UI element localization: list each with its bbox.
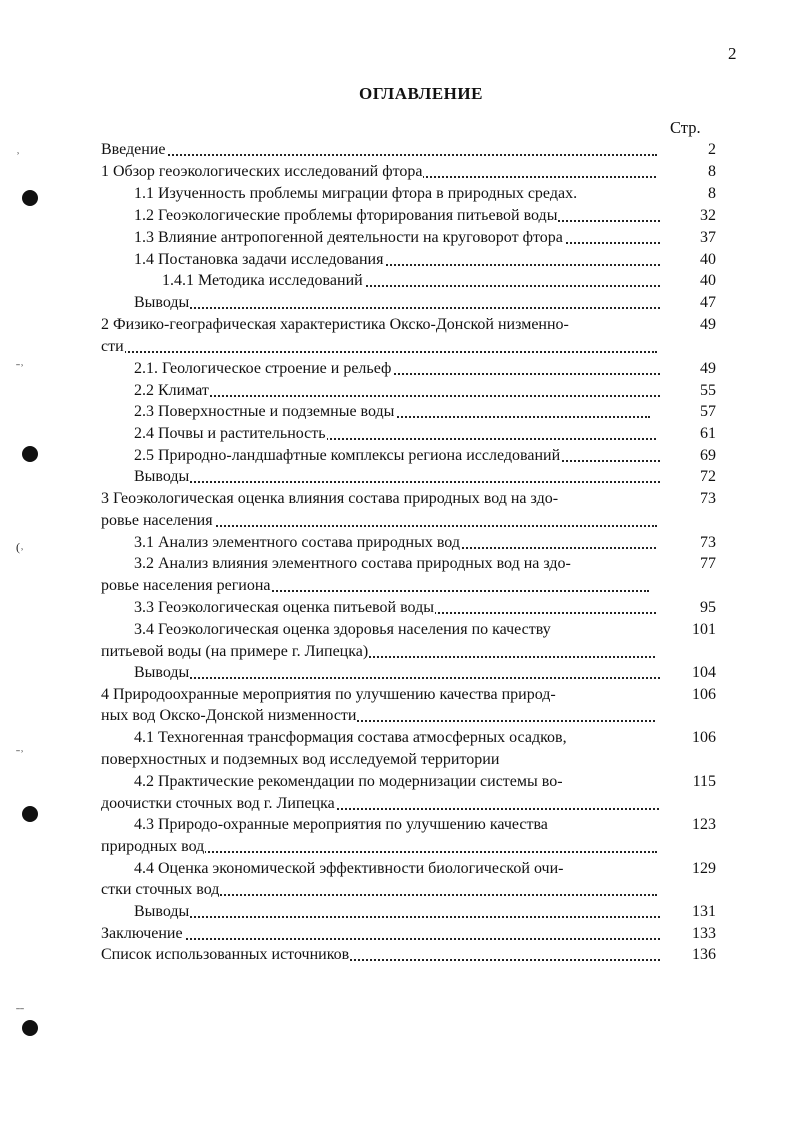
toc-entry-page: 69 [700,447,716,464]
toc-entry-page: 129 [692,860,716,877]
binding-hole [22,190,38,206]
toc-entry-text: доочистки сточных вод г. Липецка [101,793,659,815]
toc-entry-text: 4.1 Техногенная трансформация состава атмосферных осадков, [134,729,567,746]
toc-entry-text: Выводы [134,466,660,488]
toc-entry-text: Заключение [101,923,660,945]
toc-entry-text: питьевой воды (на примере г. Липецка) [101,641,655,663]
toc-entry-text: 2 Физико-географическая характеристика Окско-Донской низменно- [101,316,569,333]
toc-entry-text: 1.3 Влияние антропогенной деятельности на круговорот фтора [134,227,660,249]
scan-mark: ˗˒ [16,356,24,370]
scan-mark: (˒ [16,540,24,554]
toc-entry-text: стки сточных вод [101,879,657,901]
toc-entry-text: 4.4 Оценка экономической эффективности биологической очи- [134,860,564,877]
toc-entry-text: 4.3 Природо-охранные мероприятия по улучшению качества [134,816,548,833]
toc-entry-text: 3.2 Анализ влияния элементного состава природных вод на здо- [134,555,571,572]
toc-entry-page: 47 [700,294,716,311]
toc-entry-page: 8 [708,163,716,180]
toc-entry-text: сти [101,336,657,358]
toc-entry-text: 2.3 Поверхностные и подземные воды [134,401,650,423]
toc-entry-page: 77 [700,555,716,572]
toc-entry-page: 73 [700,534,716,551]
toc-entry-page: 72 [700,468,716,485]
toc-entry-page: 123 [692,816,716,833]
toc-entry-text: 2.4 Почвы и растительность [134,423,656,445]
binding-hole [22,1020,38,1036]
toc-entry-text: 1.2 Геоэкологические проблемы фторирования питьевой воды [134,205,660,227]
toc-entry-text: 3.1 Анализ элементного состава природных вод [134,532,656,554]
toc-entry-page: 133 [692,925,716,942]
toc-entry-page: 61 [700,425,716,442]
toc-entry-text: природных вод [101,836,657,858]
toc-entry-text: поверхностных и подземных вод исследуемой территории [101,751,500,768]
toc-entry-page: 136 [692,946,716,963]
toc-entry-page: 40 [700,251,716,268]
toc-entry-text: 1.4 Постановка задачи исследования [134,249,660,271]
toc-entry-page: 57 [700,403,716,420]
toc-entry-text: 2.5 Природно-ландшафтные комплексы региона исследований [134,445,660,467]
toc-entry-text: Введение [101,139,657,161]
toc-entry-text: Выводы [134,292,660,314]
toc-entry-text: 3.4 Геоэкологическая оценка здоровья населения по качеству [134,621,551,638]
toc-entry-text: 2.2 Климат [134,380,660,402]
toc-entry-text: 4 Природоохранные мероприятия по улучшению качества природ- [101,686,556,703]
toc-entry-page: 49 [700,360,716,377]
toc-entry-text: ровье населения [101,510,657,532]
toc-entry-text: Выводы [134,662,660,684]
toc-entry-page: 106 [692,686,716,703]
toc-entry-text: Список использованных источников [101,944,660,966]
toc-entry-page: 55 [700,382,716,399]
toc-entry-text: 2.1. Геологическое строение и рельеф [134,358,660,380]
toc-entry-page: 131 [692,903,716,920]
toc-entry-text: 1.4.1 Методика исследований [162,270,660,292]
page-title: ОГЛАВЛЕНИЕ [359,84,483,103]
toc-entry-page: 115 [692,773,716,790]
toc-entry-text: 3 Геоэкологическая оценка влияния состава природных вод на здо- [101,490,559,507]
scan-mark: ˒ [16,144,20,158]
toc-entry-page: 73 [700,490,716,507]
toc-entry-page: 95 [700,599,716,616]
toc-entry-page: 40 [700,272,716,289]
binding-hole [22,446,38,462]
toc-entry-page: 104 [692,664,716,681]
toc-entry-text: Выводы [134,901,660,923]
toc-entry-text: 1.1 Изученность проблемы миграции фтора в природных средах. [134,185,578,202]
toc-entry-text: 3.3 Геоэкологическая оценка питьевой воды [134,597,656,619]
toc-entry-page: 37 [700,229,716,246]
toc-entry-text: ных вод Окско-Донской низменности [101,705,655,727]
toc-entry-page: 32 [700,207,716,224]
toc-entry-page: 2 [708,141,716,158]
page-number: 2 [728,44,737,63]
toc-entry-page: 101 [692,621,716,638]
toc-entry-page: 49 [700,316,716,333]
toc-entry-text: ровье населения региона [101,575,649,597]
binding-hole [22,806,38,822]
toc-entry-text: 1 Обзор геоэкологических исследований фтора [101,161,656,183]
toc-entry-text: 4.2 Практические рекомендации по модернизации системы во- [134,773,563,790]
toc-entry-page: 8 [708,185,716,202]
toc-entry-page: 106 [692,729,716,746]
scan-mark: ˗˒ [16,742,24,756]
page-column-header: Стр. [670,118,701,137]
scan-mark: ˗˗ [16,1000,24,1014]
